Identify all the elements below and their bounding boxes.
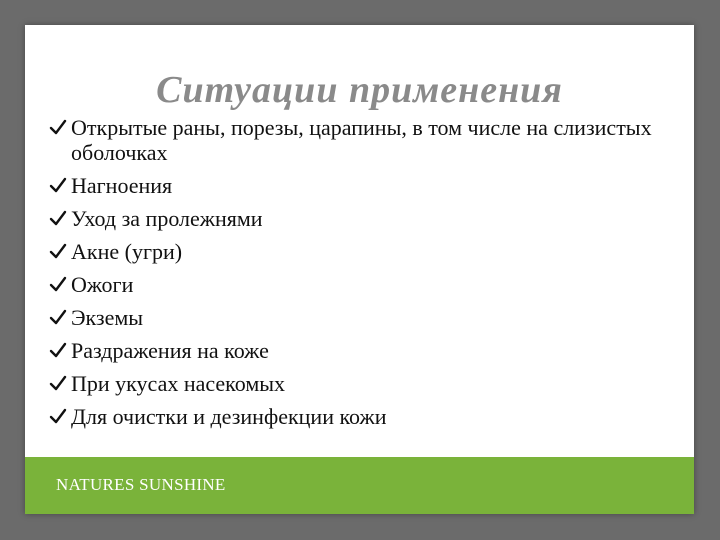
slide-title: Ситуации применения: [156, 69, 563, 111]
list-item-text: Акне (угри): [71, 239, 183, 264]
list-item-text: Ожоги: [71, 272, 134, 297]
list-item: [49, 305, 669, 330]
list-item-text: При укусах насекомых: [71, 371, 286, 396]
checkmark-icon: [49, 118, 67, 136]
natures-sunshine-logo: NATURES SUNSHINE: [56, 475, 226, 494]
footer-bar: [25, 457, 694, 514]
checkmark-icon: [49, 308, 67, 326]
list-item: [49, 115, 669, 165]
checkmark-icon: [49, 176, 67, 194]
list-item-text: Экземы: [71, 305, 144, 330]
list-item-text: Нагноения: [71, 173, 173, 198]
checkmark-icon: [49, 209, 67, 227]
list-item: [49, 371, 669, 396]
list-item: [49, 338, 669, 363]
list-item: [49, 173, 669, 198]
checkmark-icon: [49, 407, 67, 425]
bullet-list: [49, 115, 669, 437]
list-item: [49, 272, 669, 297]
list-item-text: Для очистки и дезинфекции кожи: [71, 404, 387, 429]
checkmark-icon: [49, 242, 67, 260]
list-item-text: Уход за пролежнями: [71, 206, 263, 231]
checkmark-icon: [49, 341, 67, 359]
checkmark-icon: [49, 374, 67, 392]
list-item: [49, 404, 669, 429]
list-item: [49, 239, 669, 264]
checkmark-icon: [49, 275, 67, 293]
list-item: [49, 206, 669, 231]
list-item-text: Открытые раны, порезы, царапины, в том числе на слизистых оболочках: [71, 115, 652, 165]
slide: [25, 25, 694, 514]
list-item-text: Раздражения на коже: [71, 338, 269, 363]
